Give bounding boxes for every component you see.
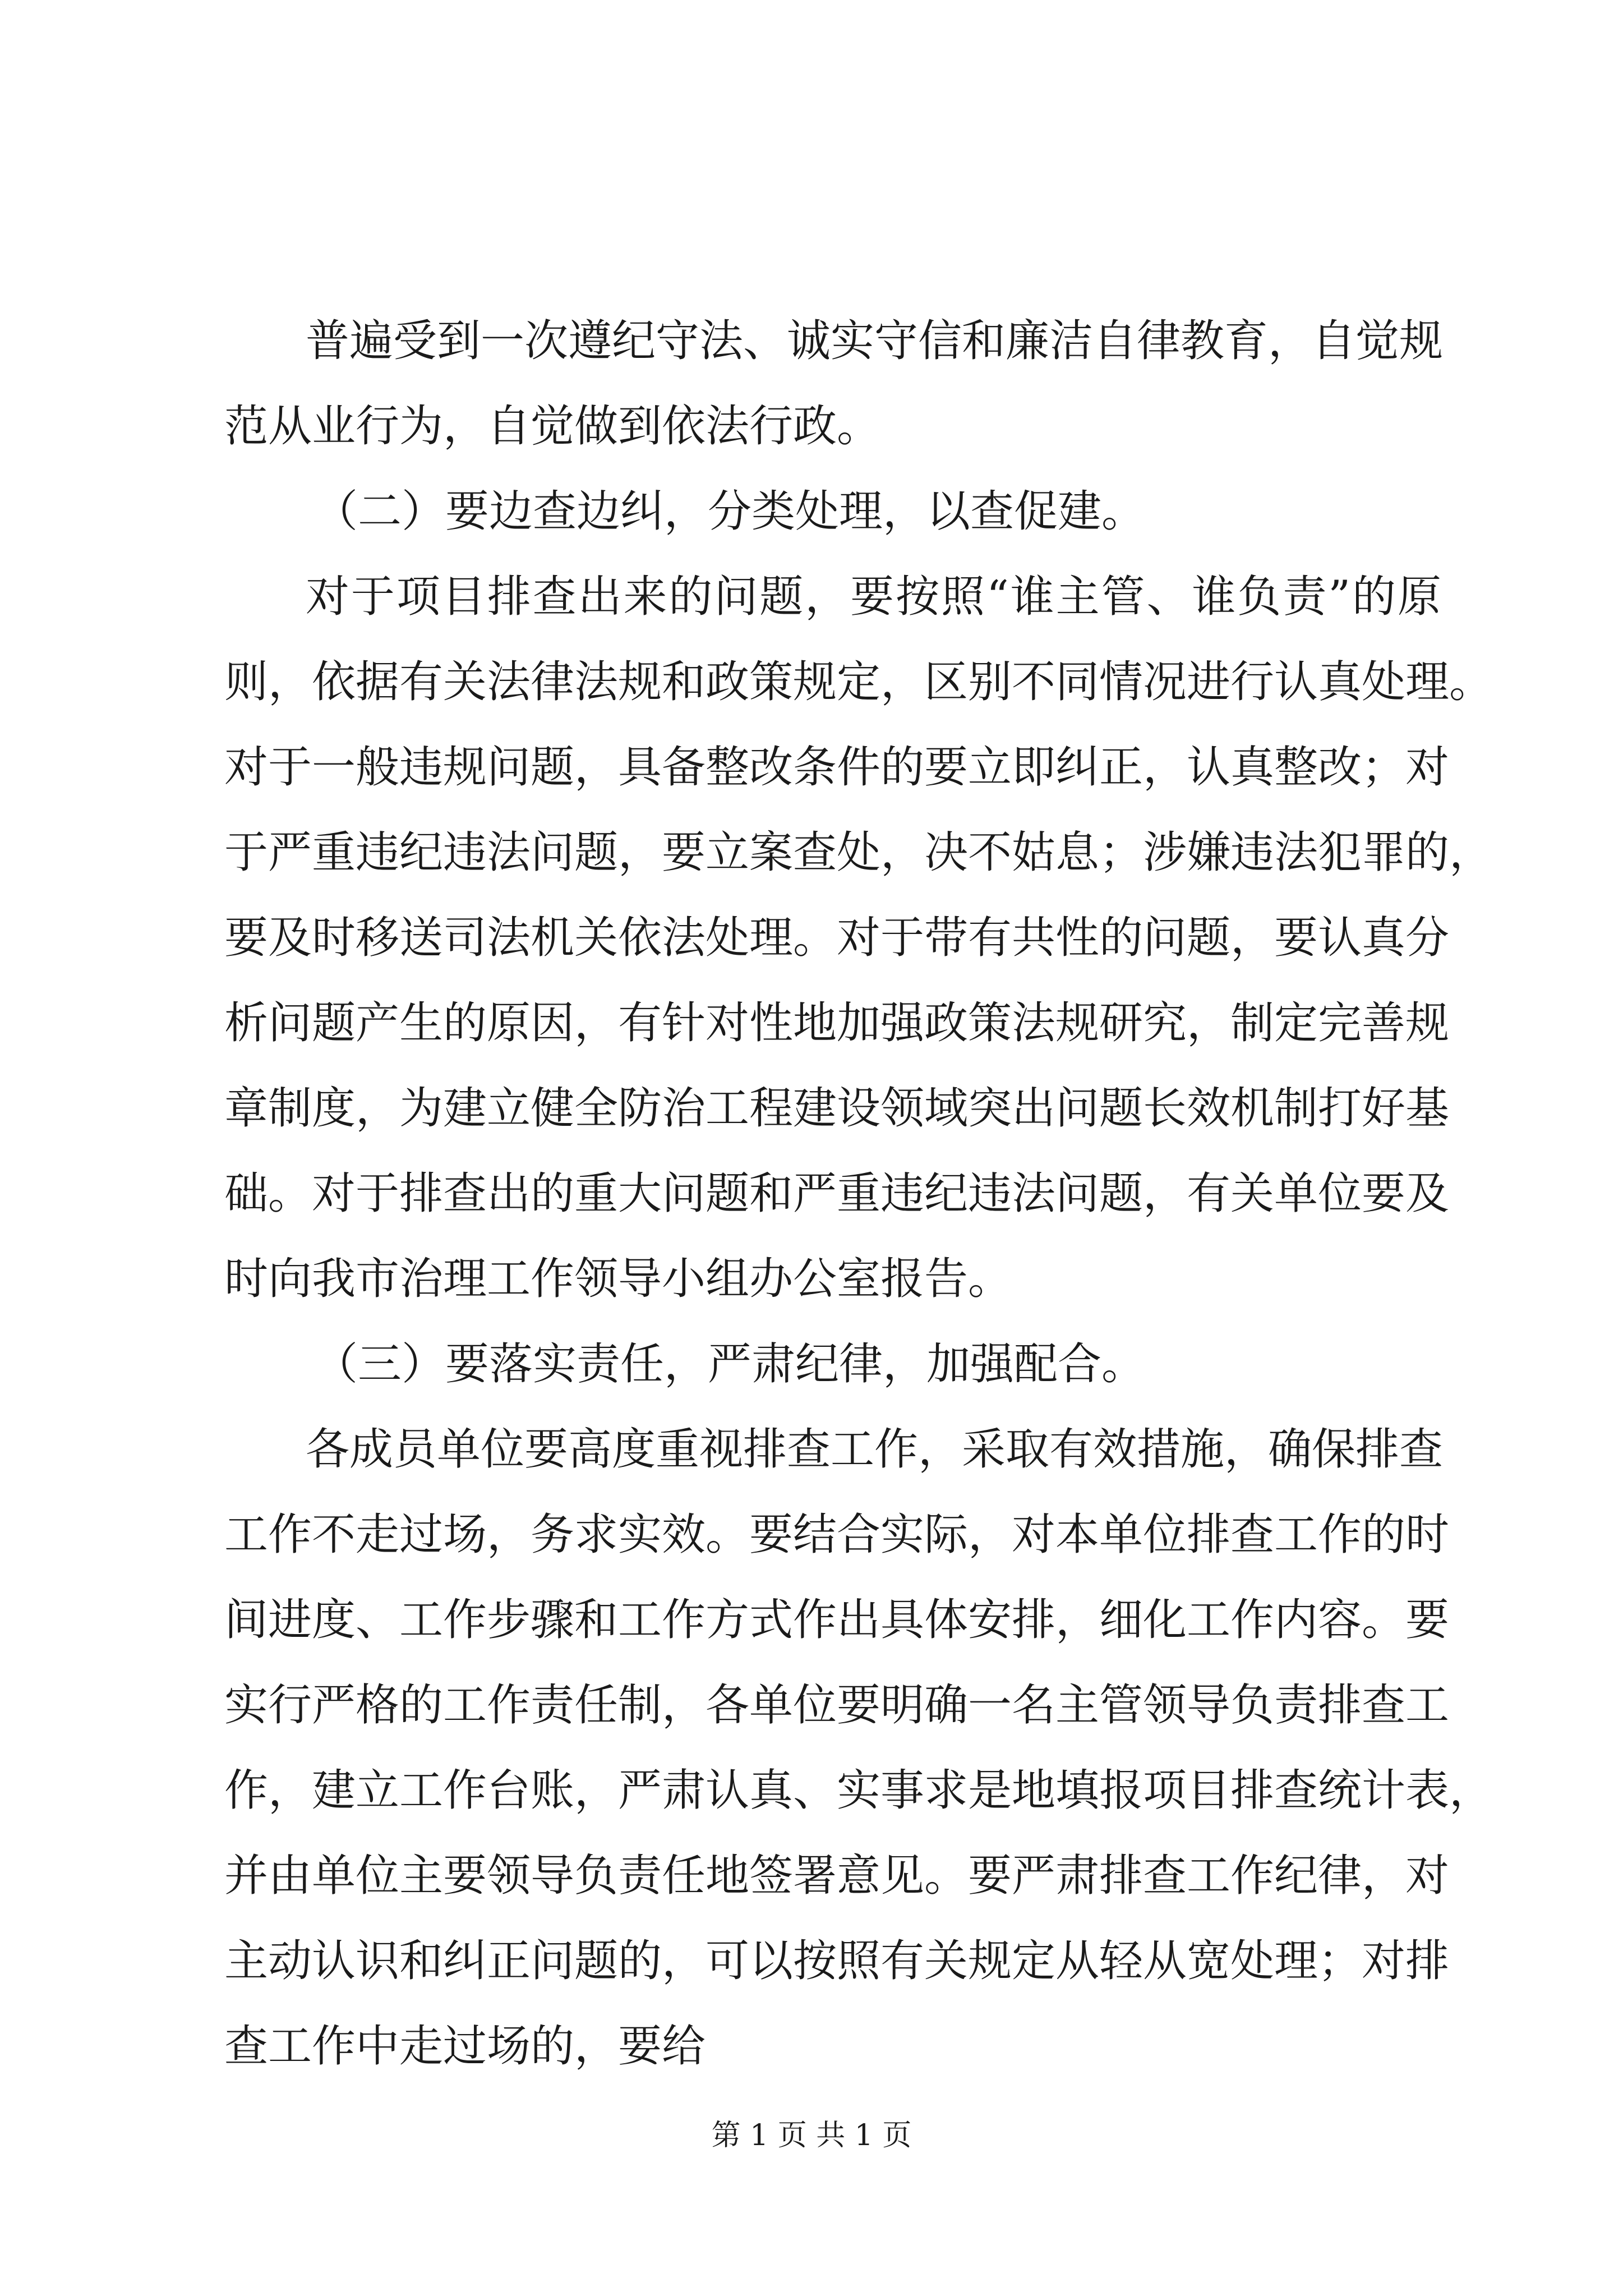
paragraph-line: 对于项目排查出来的问题，要按照“谁主管、谁负责”的原 — [306, 572, 1441, 622]
paragraph-line: 时向我市治理工作领导小组办公室报告。 — [224, 1254, 1012, 1304]
paragraph-line: 工作不走过场，务求实效。要结合实际，对本单位排查工作的时 — [224, 1510, 1450, 1560]
paragraph-line: 章制度，为建立健全防治工程建设领域突出问题长效机制打好基 — [224, 1083, 1450, 1134]
paragraph-line: 间进度、工作步骤和工作方式作出具体安排，细化工作内容。要 — [224, 1595, 1450, 1645]
paragraph-line: 范从业行为，自觉做到依法行政。 — [224, 401, 881, 452]
section-heading: （三）要落实责任，严肃纪律，加强配合。 — [314, 1339, 1146, 1389]
paragraph-line: 作，建立工作台账，严肃认真、实事求是地填报项目排查统计表， — [224, 1765, 1493, 1816]
paragraph-line: 则，依据有关法律法规和政策规定，区别不同情况进行认真处理。 — [224, 657, 1493, 707]
paragraph-line: 础。对于排查出的重大问题和严重违纪违法问题，有关单位要及 — [224, 1168, 1450, 1219]
paragraph-line: 普遍受到一次遵纪守法、诚实守信和廉洁自律教育，自觉规 — [306, 316, 1444, 366]
section-heading: （二）要边查边纠，分类处理，以查促建。 — [314, 486, 1146, 537]
paragraph-line: 要及时移送司法机关依法处理。对于带有共性的问题，要认真分 — [224, 913, 1450, 963]
paragraph-line: 对于一般违规问题，具备整改条件的要立即纠正，认真整改；对 — [224, 742, 1450, 793]
page-number-footer: 第 1 页 共 1 页 — [711, 2119, 912, 2152]
paragraph-line: 各成员单位要高度重视排查工作，采取有效措施，确保排查 — [306, 1424, 1444, 1475]
paragraph-line: 实行严格的工作责任制，各单位要明确一名主管领导负责排查工 — [224, 1680, 1450, 1731]
paragraph-line: 析问题产生的原因，有针对性地加强政策法规研究，制定完善规 — [224, 998, 1450, 1048]
paragraph-line: 于严重违纪违法问题，要立案查处，决不姑息；涉嫌违法犯罪的， — [224, 827, 1493, 878]
paragraph-line: 并由单位主要领导负责任地签署意见。要严肃排查工作纪律，对 — [224, 1851, 1450, 1901]
paragraph-line: 查工作中走过场的，要给 — [224, 2021, 706, 2072]
paragraph-line: 主动认识和纠正问题的，可以按照有关规定从轻从宽处理；对排 — [224, 1936, 1450, 1986]
